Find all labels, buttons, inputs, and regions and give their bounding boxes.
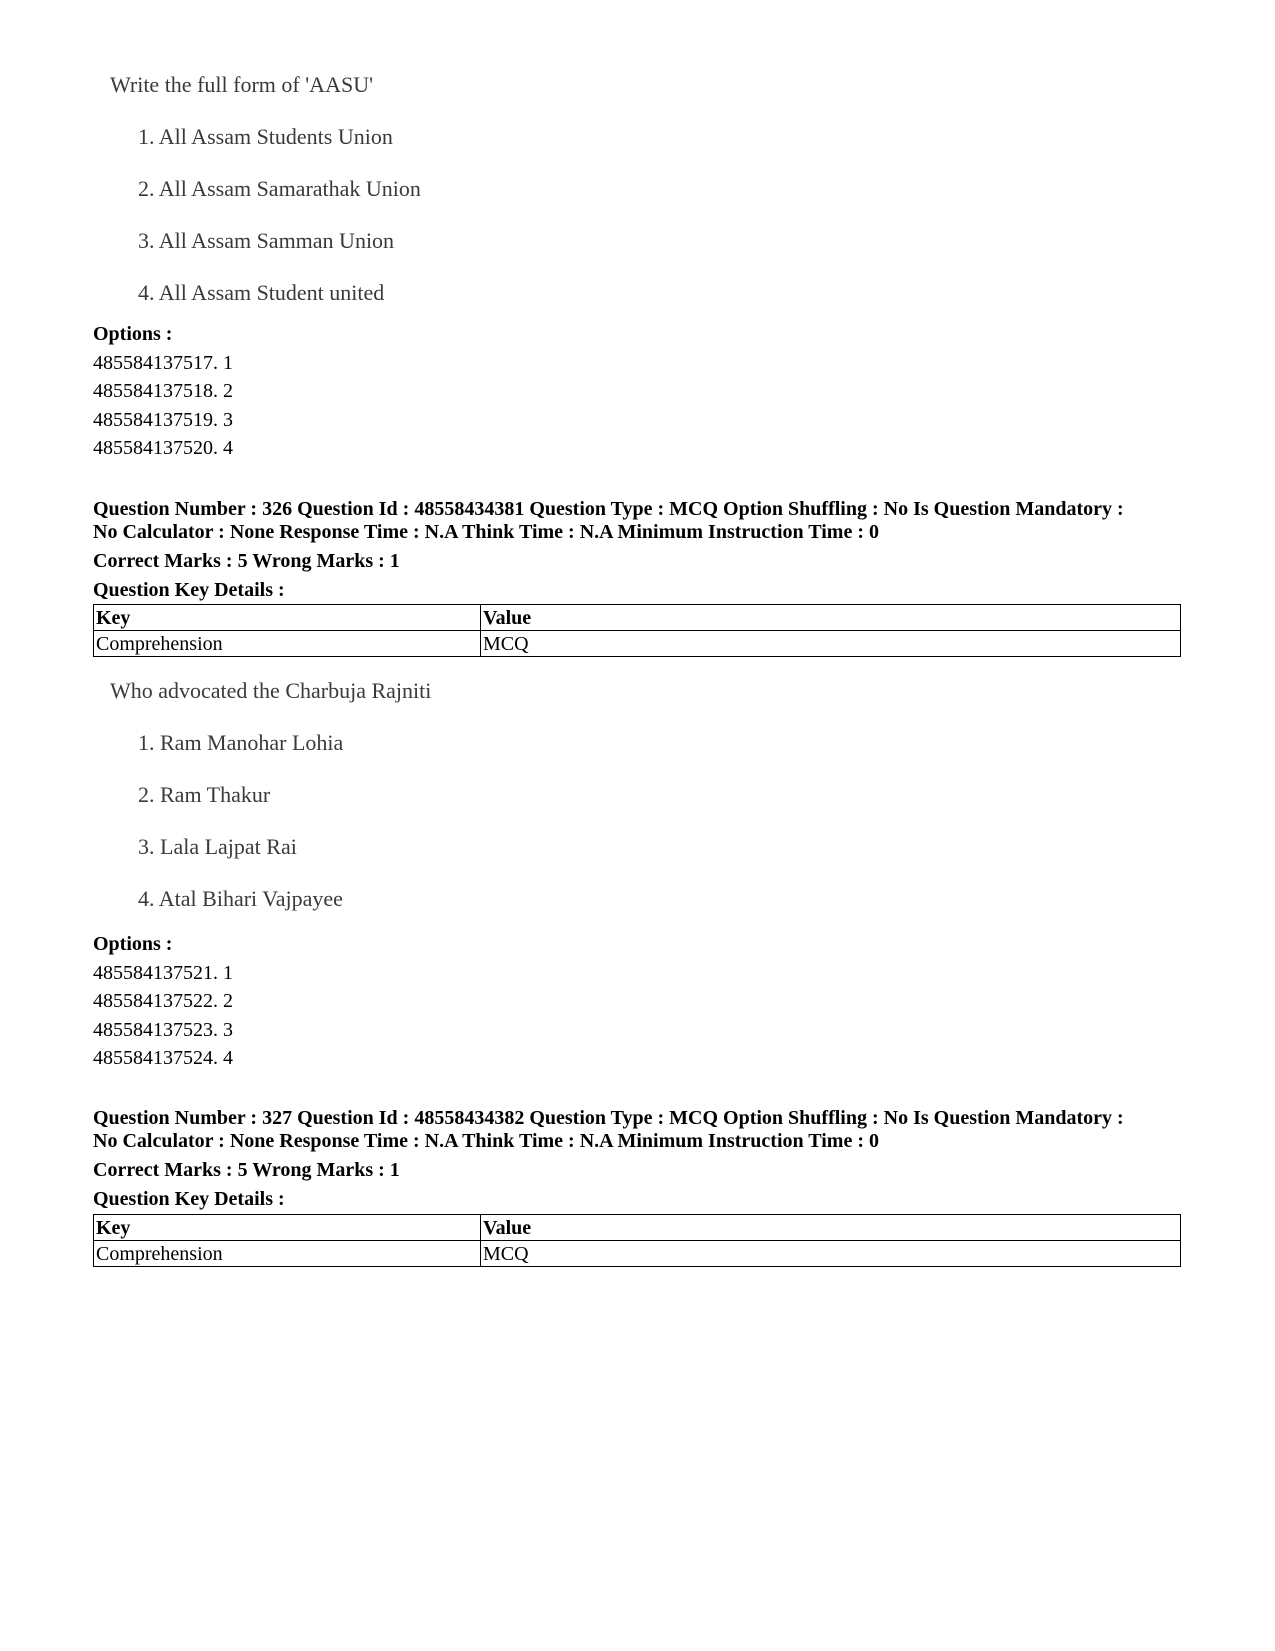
- choice-item: 1. All Assam Students Union: [138, 124, 393, 149]
- options-label: Options :: [93, 933, 173, 955]
- meta-line: No Calculator : None Response Time : N.A Think Time : N.A Minimum Instruction Time : 0: [93, 1130, 879, 1152]
- table-header-row: [94, 1215, 1181, 1241]
- option-item: 485584137517. 1: [93, 351, 233, 374]
- choice-item: 1. Ram Manohar Lohia: [138, 730, 344, 755]
- choice-item: 2. Ram Thakur: [138, 782, 271, 807]
- question-text: Write the full form of 'AASU': [110, 72, 374, 97]
- table-cell: Comprehension: [94, 1241, 481, 1267]
- table-header-cell: Value: [481, 605, 1181, 631]
- meta-line: Question Number : 326 Question Id : 48558434381 Question Type : MCQ Option Shuffling : No Is Question Mandatory :: [93, 498, 1124, 520]
- choice-item: 3. All Assam Samman Union: [138, 228, 395, 253]
- marks-line: Correct Marks : 5 Wrong Marks : 1: [93, 550, 400, 572]
- table-row: [94, 1241, 1181, 1267]
- question-image-2: [110, 678, 431, 912]
- option-item: 485584137524. 4: [93, 1047, 233, 1069]
- options-list-2: [93, 930, 233, 1073]
- options-list-1: [93, 320, 233, 463]
- marks-line: Correct Marks : 5 Wrong Marks : 1: [93, 1159, 400, 1181]
- key-details-label: Question Key Details :: [93, 579, 285, 601]
- table-cell: MCQ: [481, 631, 1181, 657]
- table-header-cell: Value: [481, 1215, 1181, 1241]
- table-header-cell: Key: [94, 1215, 481, 1241]
- table-cell: MCQ: [481, 1241, 1181, 1267]
- option-item: 485584137523. 3: [93, 1018, 233, 1041]
- choice-item: 4. All Assam Student united: [138, 280, 385, 305]
- option-item: 485584137522. 2: [93, 990, 233, 1012]
- question-meta-327: [93, 1107, 1183, 1211]
- option-item: 485584137518. 2: [93, 380, 233, 402]
- table-cell: Comprehension: [94, 631, 481, 657]
- key-value-table-327: [93, 1214, 1181, 1267]
- choice-item: 4. Atal Bihari Vajpayee: [138, 886, 343, 911]
- question-image-1: [110, 72, 421, 306]
- key-details-label: Question Key Details :: [93, 1188, 285, 1210]
- table-row: [94, 631, 1181, 657]
- meta-line: No Calculator : None Response Time : N.A Think Time : N.A Minimum Instruction Time : 0: [93, 521, 879, 543]
- choice-item: 3. Lala Lajpat Rai: [138, 834, 297, 859]
- option-item: 485584137521. 1: [93, 961, 233, 984]
- table-header-cell: Key: [94, 605, 481, 631]
- choice-item: 2. All Assam Samarathak Union: [138, 176, 421, 201]
- table-header-row: [94, 605, 1181, 631]
- option-item: 485584137520. 4: [93, 437, 233, 459]
- question-text: Who advocated the Charbuja Rajniti: [110, 678, 432, 703]
- key-value-table-326: [93, 604, 1181, 657]
- meta-line: Question Number : 327 Question Id : 48558434382 Question Type : MCQ Option Shuffling : No Is Question Mandatory :: [93, 1107, 1124, 1129]
- option-item: 485584137519. 3: [93, 408, 233, 431]
- options-label: Options :: [93, 323, 173, 345]
- question-meta-326: [93, 498, 1183, 602]
